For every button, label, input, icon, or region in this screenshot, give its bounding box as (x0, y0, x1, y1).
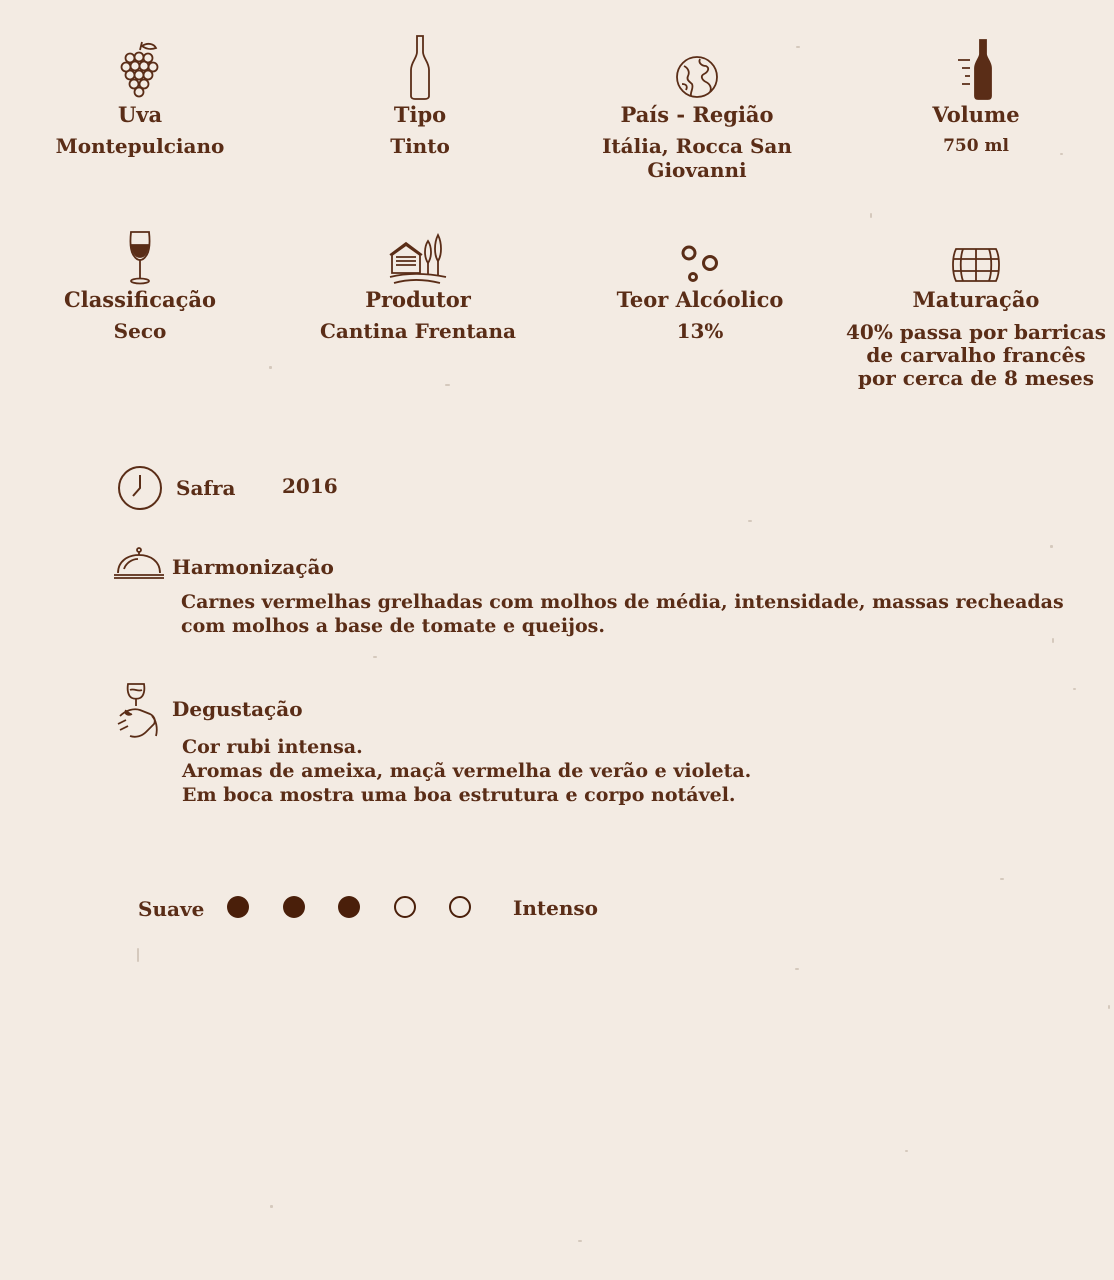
harmonizacao-line: com molhos a base de tomate e queijos. (181, 615, 605, 637)
degustacao-text (182, 735, 751, 807)
spec-label: Uva (117, 102, 163, 127)
degustacao-line: Cor rubi intensa. (182, 736, 363, 758)
spec-value: Itália, Rocca San Giovanni (602, 134, 792, 182)
spec-value: Tinto (390, 134, 450, 158)
spec-value-line: 40% passa por barricas (845, 320, 1107, 344)
degustacao-line: Aromas de ameixa, maçã vermelha de verão e violeta. (182, 760, 752, 782)
intensity-dot (449, 896, 471, 918)
bottle-icon (408, 34, 432, 100)
bottle-volume-icon (956, 38, 996, 100)
intensity-dot (283, 896, 305, 918)
spec-country (557, 30, 837, 182)
spec-producer (278, 215, 558, 343)
safra-value: 2016 (282, 474, 338, 498)
tasting-hand-icon (116, 680, 162, 740)
intensity-dot (338, 896, 360, 918)
intensity-min-label: Suave (138, 897, 205, 921)
wine-glass-icon (126, 229, 154, 285)
cloche-icon (112, 547, 166, 581)
spec-value: Seco (113, 319, 167, 343)
spec-label: País - Região (620, 102, 774, 127)
spec-volume (836, 30, 1114, 158)
bubbles-icon (679, 243, 721, 285)
spec-label: Tipo (393, 102, 447, 127)
spec-grape (0, 30, 280, 158)
spec-label: Maturação (912, 287, 1040, 312)
spec-value: Cantina Frentana (319, 319, 517, 343)
spec-value: 750 ml (943, 136, 1009, 156)
spec-value (836, 321, 1114, 390)
winery-icon (388, 233, 448, 285)
spec-classification (0, 215, 280, 343)
harmonizacao-label: Harmonização (172, 555, 334, 579)
barrel-icon (950, 245, 1002, 285)
spec-value-line: de carvalho francês (866, 343, 1086, 367)
intensity-dot (227, 896, 249, 918)
spec-value: 13% (676, 319, 724, 343)
safra-label: Safra (176, 476, 236, 500)
spec-value-line: por cerca de 8 meses (857, 366, 1095, 390)
clock-icon (117, 465, 163, 511)
spec-label: Volume (932, 102, 1020, 127)
harmonizacao-line: Carnes vermelhas grelhadas com molhos de média, intensidade, massas recheadas (181, 591, 1064, 613)
harmonizacao-text (181, 590, 1064, 638)
spec-label: Classificação (64, 287, 216, 312)
intensity-max-label: Intenso (513, 896, 598, 920)
spec-label: Produtor (365, 287, 471, 312)
degustacao-line: Em boca mostra uma boa estrutura e corpo notável. (182, 784, 736, 806)
spec-alcohol (560, 215, 840, 343)
spec-maturation (836, 215, 1114, 390)
degustacao-label: Degustação (172, 697, 303, 721)
grape-icon (120, 40, 160, 100)
globe-icon (674, 54, 720, 100)
spec-value: Montepulciano (55, 134, 225, 158)
spec-label: Teor Alcóolico (616, 287, 784, 312)
spec-type (280, 30, 560, 158)
intensity-dot (394, 896, 416, 918)
